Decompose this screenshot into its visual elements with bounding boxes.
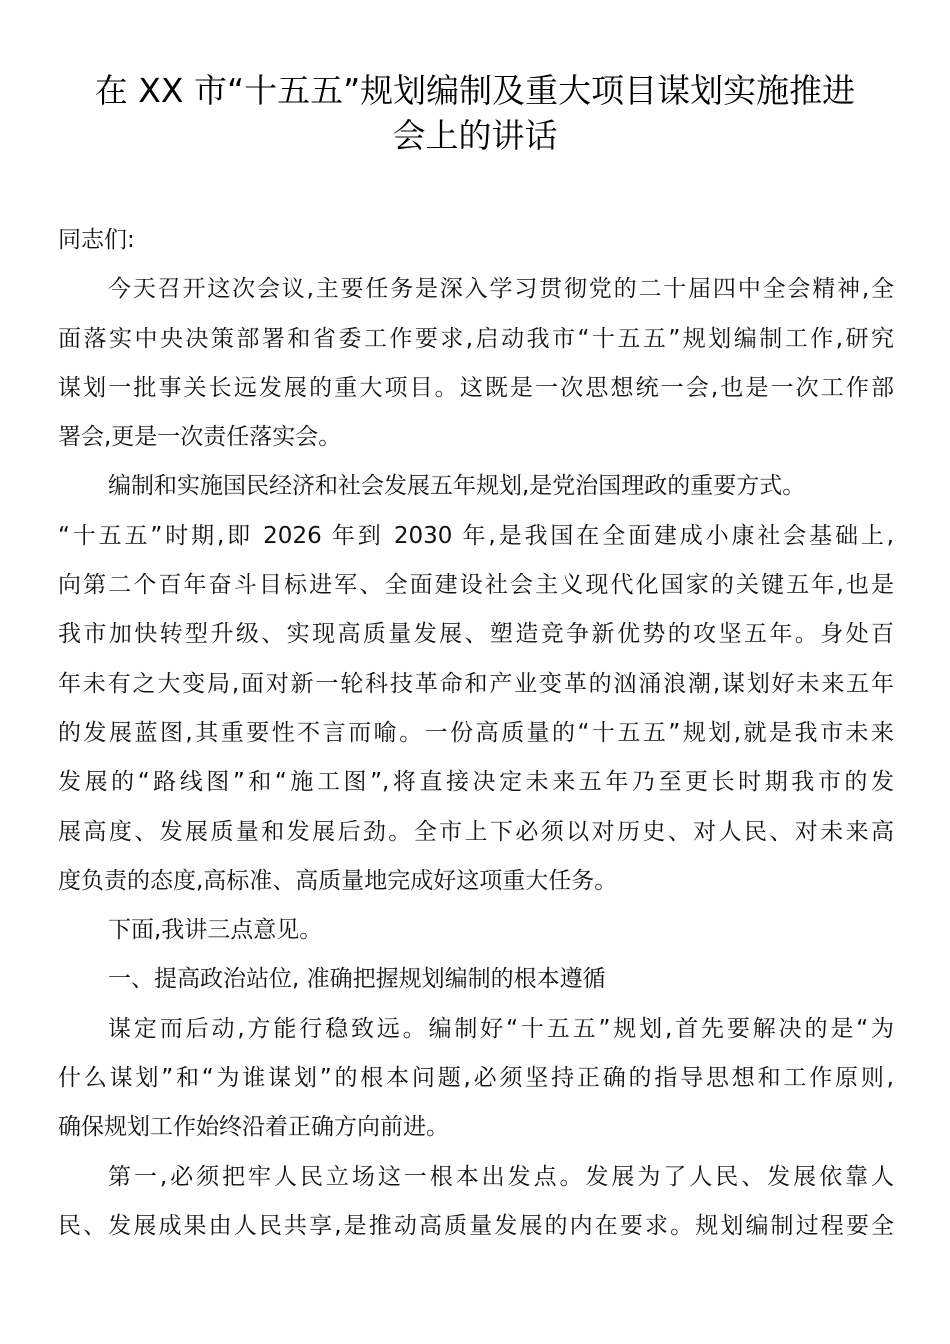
text-line: 编制和实施国民经济和社会发展五年规划,是党治国理政的重要方式。 — [108, 473, 806, 500]
text-line: 今天召开这次会议,主要任务是深入学习贯彻党的二十届四中全会精神,全 — [108, 276, 894, 303]
paragraph-section-1-intro — [58, 1005, 894, 1153]
paragraph-point-1 — [58, 1153, 894, 1252]
text-line: 谋定而后动,方能行稳致远。编制好“十五五”规划,首先要解决的是“为 — [108, 1015, 894, 1042]
document-title — [40, 68, 910, 158]
paragraph-background — [58, 462, 894, 906]
text-line: 确保规划工作始终沿着正确方向前进。 — [58, 1114, 449, 1141]
text-line: 的发展蓝图,其重要性不言而喻。一份高质量的“十五五”规划,就是我市未来 — [58, 719, 894, 746]
text-line: 我市加快转型升级、实现高质量发展、塑造竞争新优势的攻坚五年。身处百 — [58, 621, 894, 648]
text-line: 署会,更是一次责任落实会。 — [58, 424, 342, 451]
text-line: 展高度、发展质量和发展后劲。全市上下必须以对历史、对人民、对未来高 — [58, 818, 894, 845]
text-line: 什么谋划”和“为谁谋划”的根本问题,必须坚持正确的指导思想和工作原则, — [58, 1065, 894, 1092]
title-line-2: 会上的讲话 — [392, 116, 558, 155]
text-line: 年未有之大变局,面对新一轮科技革命和产业变革的汹涌浪潮,谋划好未来五年 — [58, 670, 894, 697]
salutation: 同志们: — [58, 227, 135, 253]
title-line-1: 在 XX 市“十五五”规划编制及重大项目谋划实施推进 — [94, 71, 856, 110]
text-line: 第一,必须把牢人民立场这一根本出发点。发展为了人民、发展依靠人 — [108, 1163, 894, 1190]
heading-text: 一、提高政治站位, 准确把握规划编制的根本遵循 — [108, 966, 606, 993]
text-line: 度负责的态度,高标准、高质量地完成好这项重大任务。 — [58, 867, 618, 894]
text-line: “十五五”时期,即 2026 年到 2030 年,是我国在全面建成小康社会基础上, — [58, 522, 894, 549]
text-line: 面落实中央决策部署和省委工作要求,启动我市“十五五”规划编制工作,研究 — [58, 325, 894, 352]
text-line: 谋划一批事关长远发展的重大项目。这既是一次思想统一会,也是一次工作部 — [58, 374, 894, 401]
text-line: 发展的“路线图”和“施工图”,将直接决定未来五年乃至更长时期我市的发 — [58, 769, 894, 796]
text-line: 向第二个百年奋斗目标进军、全面建设社会主义现代化国家的关键五年,也是 — [58, 572, 894, 599]
paragraph-intro — [58, 265, 894, 462]
text-line: 下面,我讲三点意见。 — [108, 917, 323, 944]
paragraph-transition — [58, 906, 894, 955]
text-line: 民、发展成果由人民共享,是推动高质量发展的内在要求。规划编制过程要全 — [58, 1212, 894, 1239]
document-body — [58, 216, 894, 1251]
section-heading-1 — [58, 955, 894, 1004]
